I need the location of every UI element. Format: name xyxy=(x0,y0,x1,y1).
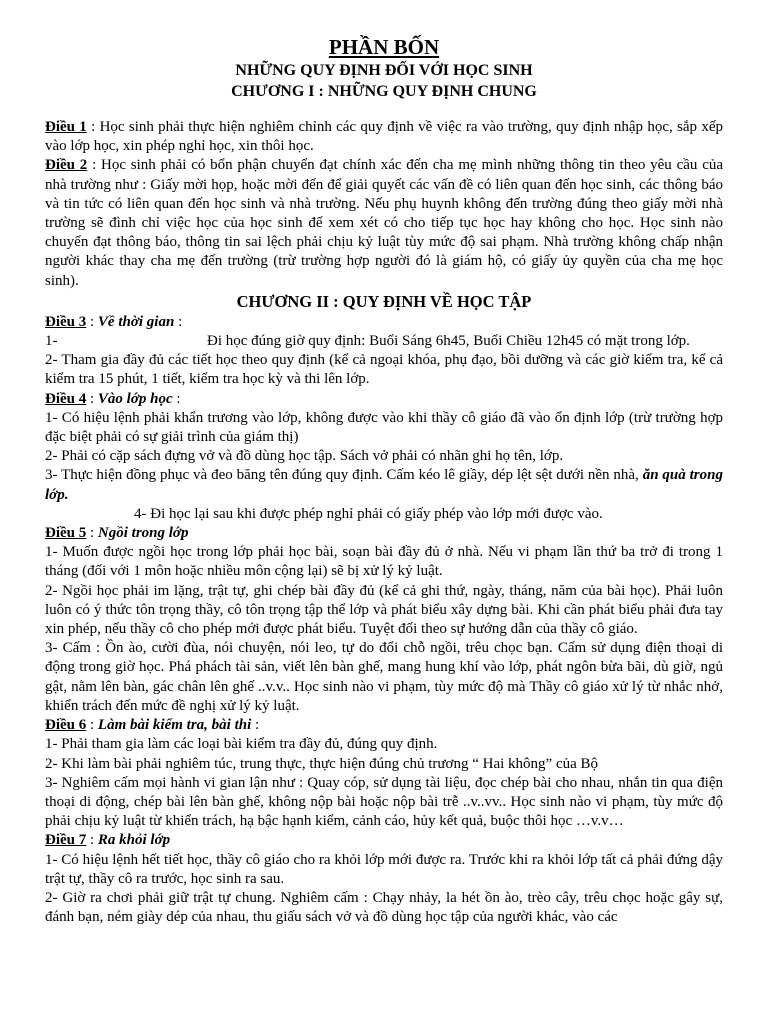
article-4-item-2: 2- Phải có cặp sách đựng vở và đồ dùng học tập. Sách vở phải có nhãn ghi họ tên, lớp. xyxy=(45,448,564,465)
article-3-item-1 xyxy=(45,332,723,351)
article-4-title: Vào lớp học xyxy=(97,390,173,407)
document-subtitle: NHỮNG QUY ĐỊNH ĐỐI VỚI HỌC SINH xyxy=(235,62,533,79)
article-1-label: Điều 1 xyxy=(45,119,87,135)
article-6-title: Làm bài kiểm tra, bài thi xyxy=(97,717,252,734)
item-emphasis: ăn quà trong lớp. xyxy=(45,467,723,503)
chapter-2-heading: CHƯƠNG II : QUY ĐỊNH VỀ HỌC TẬP xyxy=(236,291,532,311)
article-6-item-1: 1- Phải tham gia làm các loại bài kiểm tra đầy đủ, đúng quy định. xyxy=(45,736,438,753)
separator: : xyxy=(86,717,98,734)
article-3-title: Về thời gian xyxy=(97,313,175,330)
separator: : xyxy=(86,313,98,330)
article-3-heading xyxy=(45,313,723,332)
article-2-label: Điều 2 xyxy=(45,157,88,174)
separator: : xyxy=(86,525,98,542)
article-5-heading xyxy=(45,524,723,543)
article-4-item-1: 1- Có hiệu lệnh phải khẩn trương vào lớp, không được vào khi thầy cô giáo đã vào ổn định lớp (trừ trường hợp đặc biệt phải có sự giải trình của giám thị) xyxy=(45,409,723,446)
article-2-text: : Học sinh phải có bổn phận chuyển đạt chính xác đến cha mẹ mình những thông tin theo yêu cầu của nhà trường như : Giấy mời họp, hoặc mời đến để giải quyết các vấn đề có liên quan đến học sinh, các thông báo và tin tức có liên quan đến học sinh và nhà trường. Nếu phụ huynh không đến trường đúng theo giấy mời nhà trường sẽ đình chỉ việc học của học sinh để xem xét có cho tiếp tục học hay không cho học. Học sinh nào chuyển đạt thông báo, thông tin sai lệch phải chịu kỷ luật tùy mức độ sai phạm. Nhà trường không chấp nhận người khác thay cha mẹ đến trường (trừ trường hợp người đó là giám hộ, có giấy ủy quyền của cha mẹ học sinh). xyxy=(45,157,724,289)
article-6-heading xyxy=(45,716,723,735)
article-1 xyxy=(45,118,723,156)
chapter-1-heading: CHƯƠNG I : NHỮNG QUY ĐỊNH CHUNG xyxy=(231,83,537,100)
article-6-item-2: 2- Khi làm bài phải nghiêm túc, trung thực, thực hiện đúng chủ trương “ Hai không” của Bộ xyxy=(45,755,599,772)
item-number: 1- xyxy=(45,333,58,350)
article-4-item-4: 4- Đi học lại sau khi được phép nghỉ phải có giấy phép vào lớp mới được vào. xyxy=(134,505,603,522)
article-4-heading xyxy=(45,390,723,409)
article-7-title: Ra khỏi lớp xyxy=(97,832,171,849)
article-5-item-2: 2- Ngồi học phải im lặng, trật tự, ghi chép bài đầy đủ (kể cả ghi thứ, ngày, tháng, năm của bài học). Phải luôn luôn có ý thức tôn trọng thầy, cô tôn trọng tập thể lớp và phát biểu xây dựng bài. Khi cần phát biểu phải đưa tay xin phép, nếu thầy cô cho phép mới được phát biểu. Tuyệt đối theo sự hướng dẫn của thầy cô giáo. xyxy=(45,582,723,638)
separator: : xyxy=(251,717,260,734)
article-5-item-3: 3- Cấm : Ồn ào, cười đùa, nói chuyện, nói leo, tự do đổi chỗ ngồi, trêu chọc bạn. Cấm sử dụng điện thoại di động trong giờ học. Phá phách tài sản, viết lên bàn ghế, mang hung khí vào lớp, phát ngôn bừa bãi, dù giờ, ngủ gật, nằm lên bàn, gác chân lên ghế ..v.v.. Học sinh nào vi phạm, tùy mức độ mà Thầy cô giáo xử lý từ nhắc nhở, khiển trách đến mức đề nghị xử lý kỷ luật. xyxy=(45,640,723,714)
article-7-heading xyxy=(45,831,723,850)
article-6-item-3: 3- Nghiêm cấm mọi hành vi gian lận như : Quay cóp, sử dụng tài liệu, đọc chép bài cho nhau, nhắn tin qua điện thoại di động, chép bài lên bàn ghế, không nộp bài hoặc nộp bài trễ ..v..vv.. Học sinh nào vi phạm, tùy mức độ phải chịu kỷ luật từ khiển trách, hạ bậc hạnh kiểm, cảnh cáo, hủy kết quả, buộc thôi học …v.v… xyxy=(45,774,723,830)
article-6-label: Điều 6 xyxy=(45,717,87,734)
article-4-label: Điều 4 xyxy=(45,390,87,407)
separator: : xyxy=(172,390,181,407)
article-4-item-3 xyxy=(45,466,723,504)
article-7-item-1: 1- Có hiệu lệnh hết tiết học, thầy cô giáo cho ra khỏi lớp mới được ra. Trước khi ra khỏi lớp tất cả phải đứng dậy trật tự, thầy cô ra trước, học sinh ra sau. xyxy=(45,851,723,887)
separator: : xyxy=(86,832,98,849)
article-1-text: : Học sinh phải thực hiện nghiêm chỉnh các quy định về việc ra vào trường, quy định nhập học, sắp xếp vào lớp học, xin phép nghỉ học, xin thôi học. xyxy=(45,119,724,155)
item-text: Đi học đúng giờ quy định: Buổi Sáng 6h45, Buổi Chiều 12h45 có mặt trong lớp. xyxy=(207,333,690,350)
article-5-label: Điều 5 xyxy=(45,525,87,542)
article-3-label: Điều 3 xyxy=(45,313,87,330)
article-3-item-2: 2- Tham gia đầy đủ các tiết học theo quy định (kể cả ngoại khóa, phụ đạo, bồi dưỡng và các giờ kiểm tra, kể cả kiểm tra 15 phút, 1 tiết, kiểm tra học kỳ và thi lên lớp. xyxy=(45,352,723,388)
separator: : xyxy=(174,313,183,330)
separator: : xyxy=(86,390,98,407)
article-5-item-1: 1- Muốn được ngồi học trong lớp phải học bài, soạn bài đầy đủ ở nhà. Nếu vi phạm lần thứ ba trở đi trong 1 tháng (đối với 1 môn hoặc nhiều môn cộng lại) sẽ bị xử lý kỷ luật. xyxy=(45,544,723,580)
article-7-label: Điều 7 xyxy=(45,832,87,849)
article-2 xyxy=(45,156,723,290)
part-title: PHẦN BỐN xyxy=(328,35,440,59)
article-7-item-2: 2- Giờ ra chơi phải giữ trật tự chung. Nghiêm cấm : Chạy nhảy, la hét ồn ào, trèo cây, trêu chọc hoặc gây sự, đánh bạn, ném giày dép của nhau, thu giấu sách vở và đồ dùng học tập của người khác, vào các xyxy=(45,889,723,926)
article-5-title: Ngồi trong lớp xyxy=(97,525,189,542)
item-text: 3- Thực hiện đồng phục và đeo băng tên đúng quy định. Cấm kéo lê giầy, dép lệt sệt dưới nền nhà, xyxy=(45,467,643,484)
